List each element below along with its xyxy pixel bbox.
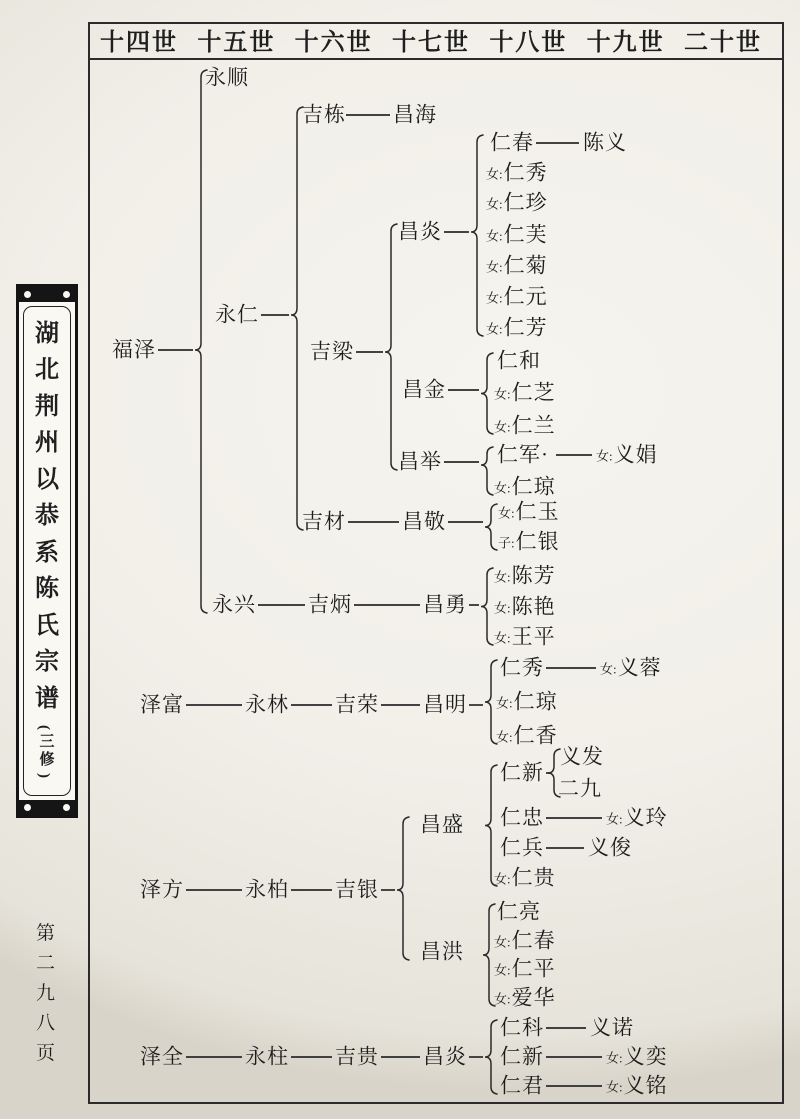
person-name: 仁秀 — [500, 655, 544, 680]
person-name: 昌举 — [398, 449, 442, 474]
person-name: 昌盛 — [420, 812, 464, 837]
person-name: 仁兰 — [511, 413, 556, 438]
person-node — [420, 812, 464, 837]
person-name: 昌海 — [393, 102, 437, 127]
gender-prefix: 女: — [486, 321, 503, 337]
person-name: 吉荣 — [335, 692, 379, 717]
person-node — [486, 160, 548, 185]
generation-label: 十六世 — [294, 29, 373, 56]
person-node — [245, 877, 289, 902]
gender-prefix: 女: — [496, 695, 513, 711]
person-name: 昌炎 — [398, 219, 442, 244]
person-node — [486, 315, 548, 340]
person-node — [496, 723, 558, 748]
person-node — [590, 1015, 634, 1040]
person-node — [600, 655, 662, 680]
person-node — [500, 1015, 544, 1040]
person-name: 吉梁 — [310, 339, 354, 364]
gender-prefix: 女: — [486, 166, 503, 182]
person-name: 昌敬 — [402, 509, 446, 534]
person-node — [215, 302, 259, 327]
person-node — [245, 1044, 289, 1069]
gender-prefix: 女: — [486, 290, 503, 306]
person-node — [112, 337, 156, 362]
gender-prefix: 女: — [496, 729, 513, 745]
vertical-char: 宗 — [35, 649, 59, 676]
person-name: 仁新 — [500, 760, 544, 785]
vertical-char: 页 — [36, 1043, 56, 1064]
person-name: 昌金 — [402, 377, 446, 402]
vertical-char: 湖 — [35, 320, 59, 347]
person-name: 仁芙 — [503, 222, 548, 247]
vertical-char: 系 — [35, 539, 59, 566]
person-name: 仁新 — [500, 1044, 544, 1069]
person-name: 义奕 — [623, 1044, 668, 1069]
gender-prefix: 女: — [606, 1079, 623, 1095]
generation-label: 十七世 — [391, 29, 470, 56]
person-name: 仁香 — [513, 723, 558, 748]
gender-prefix: 女: — [486, 196, 503, 212]
person-name: 仁玉 — [515, 499, 560, 524]
person-node — [335, 1044, 379, 1069]
gender-prefix: 女: — [494, 871, 511, 887]
person-name: 吉炳 — [308, 592, 352, 617]
person-node — [494, 928, 556, 953]
person-node — [500, 835, 544, 860]
person-name: 义铭 — [623, 1073, 668, 1098]
cartouche-ornament-bottom — [19, 800, 75, 815]
person-name: 昌明 — [423, 692, 467, 717]
person-node — [500, 805, 544, 830]
vertical-char: 八 — [36, 1013, 56, 1034]
vertical-char: 陈 — [35, 576, 59, 603]
person-node — [423, 1044, 467, 1069]
person-node — [302, 102, 346, 127]
person-name: 爱华 — [511, 985, 556, 1010]
person-node — [140, 1044, 184, 1069]
person-node — [140, 692, 184, 717]
person-name: 仁元 — [503, 284, 548, 309]
generation-label: 十四世 — [100, 29, 178, 56]
person-node — [423, 692, 467, 717]
gender-prefix: 女: — [494, 480, 511, 496]
person-node — [335, 692, 379, 717]
gender-prefix: 女: — [486, 259, 503, 275]
person-node — [494, 413, 556, 438]
person-name: 仁春 — [511, 928, 556, 953]
person-node — [310, 339, 354, 364]
person-name: 仁琼 — [513, 689, 558, 714]
person-node — [606, 1044, 668, 1069]
person-name: 仁平 — [511, 956, 556, 981]
person-node — [393, 102, 437, 127]
person-name: 仁菊 — [503, 253, 548, 278]
person-node — [402, 509, 446, 534]
person-node — [494, 474, 556, 499]
gender-prefix: 女: — [494, 934, 511, 950]
person-node — [583, 130, 627, 155]
person-name: 永柱 — [245, 1044, 289, 1069]
person-node — [497, 348, 541, 373]
person-node — [596, 442, 658, 467]
generation-label: 十九世 — [586, 29, 665, 56]
vertical-char: 三 — [39, 734, 55, 751]
person-node — [490, 130, 534, 155]
person-name: 吉贵 — [335, 1044, 379, 1069]
person-name: 泽方 — [140, 877, 184, 902]
vertical-char: 氏 — [35, 612, 59, 639]
person-name: 仁君 — [500, 1073, 544, 1098]
person-name: 永柏 — [245, 877, 289, 902]
person-name: 仁春 — [490, 130, 534, 155]
person-name: 仁科 — [500, 1015, 544, 1040]
person-name: 义俊 — [588, 835, 632, 860]
person-node — [498, 499, 560, 524]
person-node — [497, 899, 541, 924]
person-name: 仁兵 — [500, 835, 544, 860]
gender-prefix: 女: — [600, 661, 617, 677]
person-name: 仁秀 — [503, 160, 548, 185]
person-node — [486, 253, 548, 278]
person-name: 昌洪 — [420, 939, 464, 964]
person-node — [498, 529, 560, 554]
book-title-edition — [36, 723, 55, 780]
gender-prefix: 女: — [596, 448, 613, 464]
gender-prefix: 女: — [494, 630, 511, 646]
person-node — [494, 956, 556, 981]
person-name: 昌炎 — [423, 1044, 467, 1069]
person-name: 义玲 — [623, 805, 668, 830]
person-node — [423, 592, 467, 617]
vertical-char: 北 — [35, 357, 59, 384]
paren-close: ) — [36, 773, 53, 779]
generation-label: 十八世 — [489, 29, 568, 56]
person-name: 昌勇 — [423, 592, 467, 617]
cartouche-ornament-top — [19, 287, 75, 302]
vertical-char: 第 — [36, 923, 56, 944]
person-node — [500, 1073, 544, 1098]
vertical-char: 谱 — [35, 685, 59, 712]
person-node — [497, 442, 549, 467]
person-name: 义发 — [560, 744, 604, 769]
person-node — [308, 592, 352, 617]
person-node — [205, 65, 249, 90]
vertical-char: 荆 — [35, 393, 59, 420]
person-node — [494, 985, 556, 1010]
person-node — [500, 760, 544, 785]
person-node — [486, 190, 548, 215]
person-name: 仁珍 — [503, 190, 548, 215]
person-node — [212, 592, 256, 617]
person-name: 仁芝 — [511, 380, 556, 405]
gender-prefix: 女: — [498, 505, 515, 521]
generation-label: 二十世 — [683, 29, 762, 56]
person-node — [335, 877, 379, 902]
generation-header — [90, 22, 778, 56]
vertical-char: 九 — [36, 983, 56, 1004]
person-node — [560, 744, 604, 769]
gender-prefix: 女: — [494, 569, 511, 585]
person-node — [500, 1044, 544, 1069]
person-name: 永顺 — [205, 65, 249, 90]
vertical-char: 以 — [35, 466, 59, 493]
person-node — [558, 776, 602, 801]
person-name: 吉材 — [302, 509, 346, 534]
person-name: 仁芳 — [503, 315, 548, 340]
person-node — [606, 805, 668, 830]
vertical-char: 州 — [35, 430, 59, 457]
book-title-text — [23, 306, 71, 796]
gender-prefix: 女: — [606, 1050, 623, 1066]
person-node — [588, 835, 632, 860]
person-node — [496, 689, 558, 714]
vertical-char: 修 — [39, 752, 55, 769]
person-name: 吉栋 — [302, 102, 346, 127]
gender-prefix: 女: — [486, 228, 503, 244]
person-name: 仁贵 — [511, 865, 556, 890]
gender-prefix: 子: — [498, 535, 515, 551]
person-name: 义蓉 — [617, 655, 662, 680]
header-separator-line — [88, 58, 782, 60]
gender-prefix: 女: — [494, 962, 511, 978]
gender-prefix: 女: — [606, 811, 623, 827]
person-name: 陈艳 — [511, 594, 556, 619]
person-name: 吉银 — [335, 877, 379, 902]
person-node — [606, 1073, 668, 1098]
book-title-cartouche — [16, 284, 78, 818]
page-number — [36, 924, 55, 1063]
person-name: 永兴 — [212, 592, 256, 617]
person-name: 永林 — [245, 692, 289, 717]
person-name: 义娟 — [613, 442, 658, 467]
person-name: 泽富 — [140, 692, 184, 717]
person-name: 仁亮 — [497, 899, 541, 924]
gender-prefix: 女: — [494, 419, 511, 435]
person-name: 仁和 — [497, 348, 541, 373]
person-node — [140, 877, 184, 902]
person-name: 福泽 — [112, 337, 156, 362]
person-node — [398, 219, 442, 244]
person-name: 义诺 — [590, 1015, 634, 1040]
gender-prefix: 女: — [494, 991, 511, 1007]
person-name: 陈义 — [583, 130, 627, 155]
person-node — [494, 865, 556, 890]
person-name: 王平 — [511, 624, 556, 649]
gender-prefix: 女: — [494, 600, 511, 616]
vertical-char: 恭 — [35, 503, 59, 530]
person-node — [494, 380, 556, 405]
person-name: 永仁 — [215, 302, 259, 327]
person-name: 陈芳 — [511, 563, 556, 588]
person-node — [500, 655, 544, 680]
person-node — [494, 624, 556, 649]
person-node — [420, 939, 464, 964]
person-node — [245, 692, 289, 717]
person-node — [494, 563, 556, 588]
gender-prefix: 女: — [494, 386, 511, 402]
person-node — [486, 222, 548, 247]
person-name: 仁军· — [497, 442, 549, 467]
person-node — [302, 509, 346, 534]
person-node — [486, 284, 548, 309]
person-name: 泽全 — [140, 1044, 184, 1069]
person-name: 仁忠 — [500, 805, 544, 830]
person-node — [402, 377, 446, 402]
person-node — [398, 449, 442, 474]
person-name: 仁琼 — [511, 474, 556, 499]
vertical-char: 二 — [36, 953, 56, 974]
person-name: 二九 — [558, 776, 602, 801]
person-node — [494, 594, 556, 619]
paren-open: ( — [36, 725, 53, 731]
person-name: 仁银 — [515, 529, 560, 554]
generation-label: 十五世 — [197, 29, 276, 56]
